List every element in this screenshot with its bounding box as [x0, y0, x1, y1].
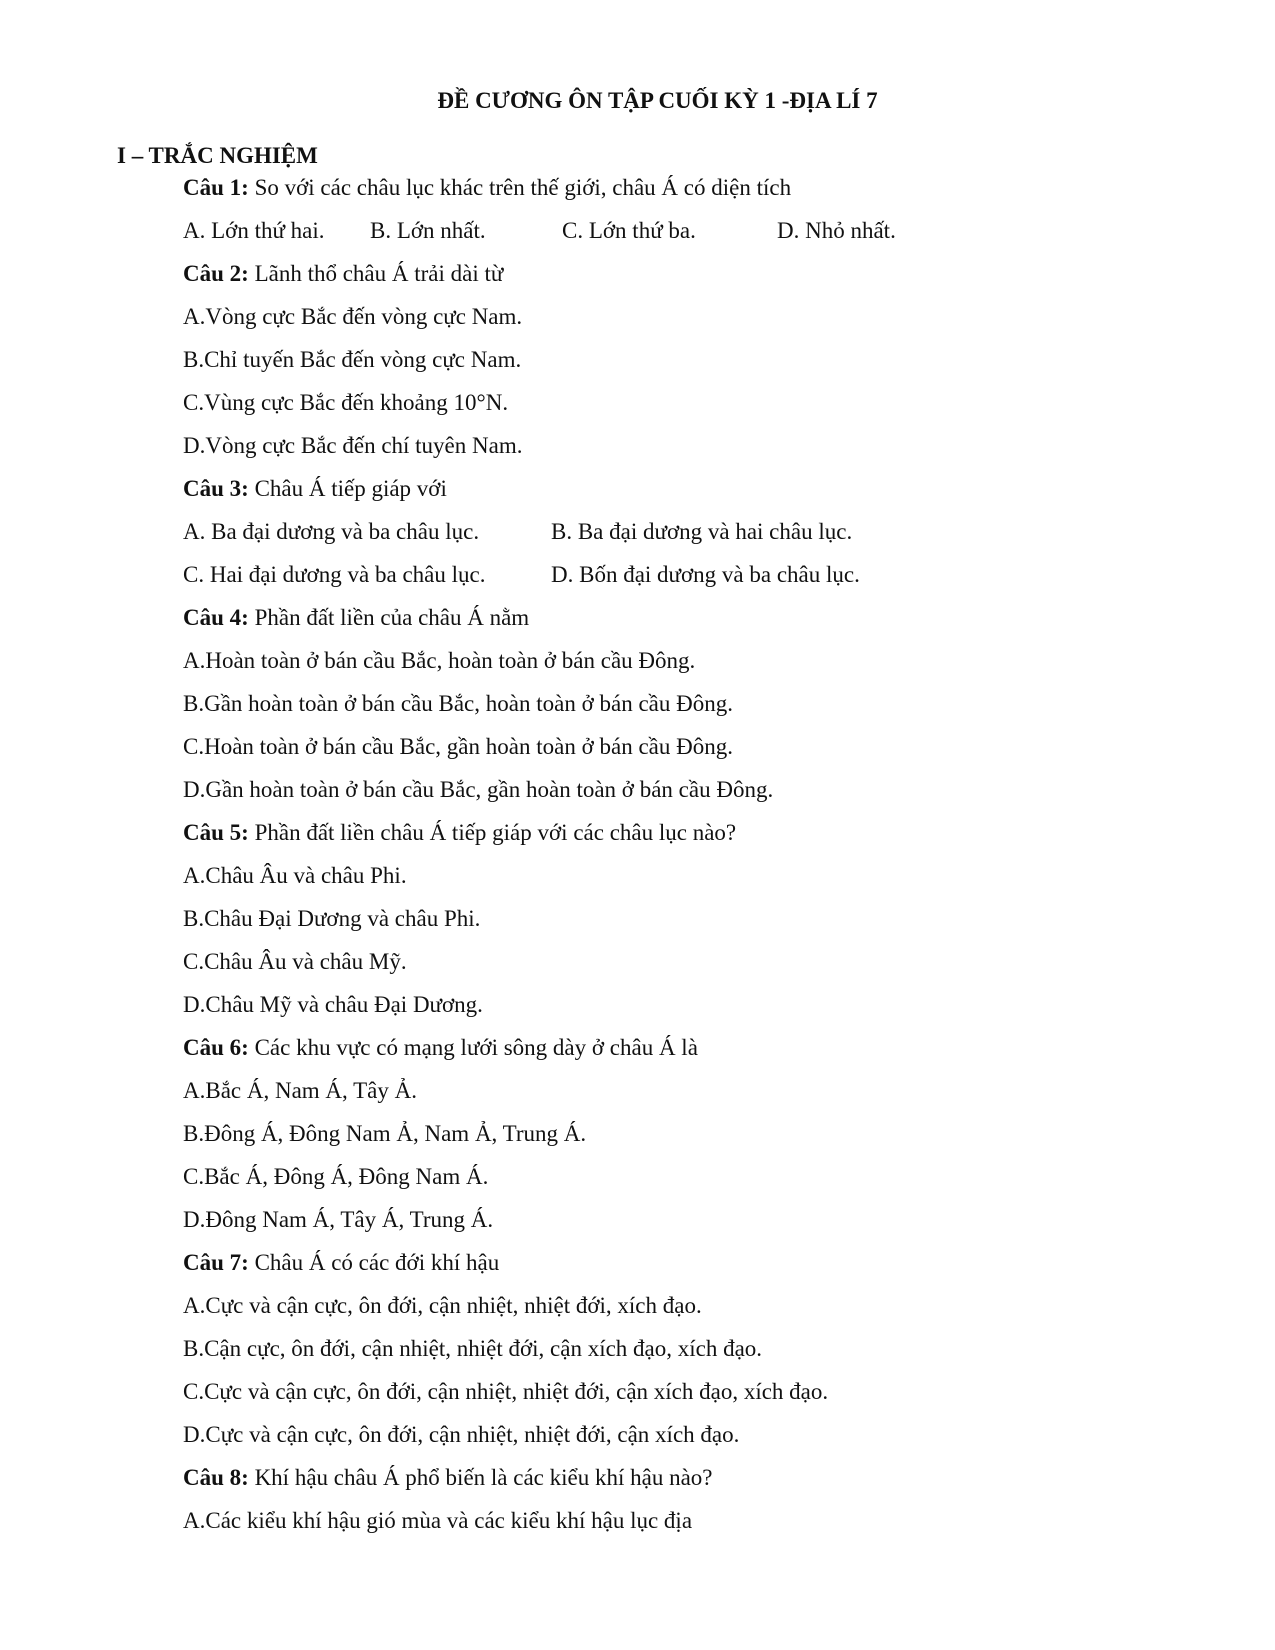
- option-a: A.Châu Âu và châu Phi.: [183, 863, 407, 888]
- page-title: ĐỀ CƯƠNG ÔN TẬP CUỐI KỲ 1 -ĐỊA LÍ 7: [437, 88, 878, 113]
- question-label: Câu 3:: [183, 476, 249, 501]
- question-1: [183, 166, 1183, 209]
- question-text: So với các châu lục khác trên thế giới, châu Á có diện tích: [248, 175, 792, 200]
- options-row: [183, 553, 1183, 596]
- option-b: B.Đông Á, Đông Nam Ả, Nam Ả, Trung Á.: [183, 1121, 587, 1146]
- question-8: [183, 1456, 1183, 1499]
- option-d: D. Bốn đại dương và ba châu lục.: [551, 562, 860, 587]
- question-3: [183, 467, 1183, 510]
- option-c: C.Bắc Á, Đông Á, Đông Nam Á.: [183, 1164, 489, 1189]
- question-text: Phần đất liền của châu Á nằm: [248, 605, 530, 630]
- question-text: Châu Á tiếp giáp với: [248, 476, 447, 501]
- option-c: C.Cực và cận cực, ôn đới, cận nhiệt, nhiệt đới, cận xích đạo, xích đạo.: [183, 1379, 829, 1404]
- question-text: Lãnh thổ châu Á trải dài từ: [248, 261, 504, 286]
- question-5: [183, 811, 1183, 854]
- option-a: A. Ba đại dương và ba châu lục.: [183, 519, 480, 544]
- question-text: Phần đất liền châu Á tiếp giáp với các châu lục nào?: [248, 820, 737, 845]
- question-6: [183, 1026, 1183, 1069]
- option-d: D.Đông Nam Á, Tây Á, Trung Á.: [183, 1207, 494, 1232]
- option-a: A. Lớn thứ hai.: [183, 218, 325, 243]
- option-b: B.Châu Đại Dương và châu Phi.: [183, 906, 481, 931]
- section-heading: I – TRẮC NGHIỆM: [117, 143, 318, 168]
- option-c: C.Hoàn toàn ở bán cầu Bắc, gần hoàn toàn ở bán cầu Đông.: [183, 734, 733, 759]
- option-a: A.Các kiểu khí hậu gió mùa và các kiểu khí hậu lục địa: [183, 1508, 693, 1533]
- question-label: Câu 5:: [183, 820, 249, 845]
- option-b: B.Cận cực, ôn đới, cận nhiệt, nhiệt đới, cận xích đạo, xích đạo.: [183, 1336, 763, 1361]
- question-label: Câu 4:: [183, 605, 249, 630]
- options-row: [183, 510, 1183, 553]
- question-text: Châu Á có các đới khí hậu: [248, 1250, 500, 1275]
- option-a: A.Hoàn toàn ở bán cầu Bắc, hoàn toàn ở bán cầu Đông.: [183, 648, 696, 673]
- option-d: D.Vòng cực Bắc đến chí tuyên Nam.: [183, 433, 523, 458]
- option-d: D.Gần hoàn toàn ở bán cầu Bắc, gần hoàn toàn ở bán cầu Đông.: [183, 777, 774, 802]
- question-text: Khí hậu châu Á phổ biến là các kiểu khí hậu nào?: [248, 1465, 713, 1490]
- question-2: [183, 252, 1183, 295]
- option-d: D.Châu Mỹ và châu Đại Dương.: [183, 992, 483, 1017]
- option-b: B. Lớn nhất.: [370, 218, 486, 243]
- option-b: B.Chỉ tuyến Bắc đến vòng cực Nam.: [183, 347, 522, 372]
- question-text: Các khu vực có mạng lưới sông dày ở châu Á là: [248, 1035, 698, 1060]
- option-a: A.Vòng cực Bắc đến vòng cực Nam.: [183, 304, 523, 329]
- question-7: [183, 1241, 1183, 1284]
- question-label: Câu 2:: [183, 261, 249, 286]
- option-a: A.Bắc Á, Nam Á, Tây Ả.: [183, 1078, 417, 1103]
- question-label: Câu 7:: [183, 1250, 249, 1275]
- option-a: A.Cực và cận cực, ôn đới, cận nhiệt, nhiệt đới, xích đạo.: [183, 1293, 702, 1318]
- question-4: [183, 596, 1183, 639]
- question-label: Câu 8:: [183, 1465, 249, 1490]
- options-row: [183, 209, 1183, 252]
- option-c: C. Lớn thứ ba.: [562, 218, 696, 243]
- option-d: D. Nhỏ nhất.: [777, 218, 896, 243]
- option-d: D.Cực và cận cực, ôn đới, cận nhiệt, nhiệt đới, cận xích đạo.: [183, 1422, 740, 1447]
- question-label: Câu 1:: [183, 175, 249, 200]
- option-c: C.Vùng cực Bắc đến khoảng 10°N.: [183, 390, 509, 415]
- question-label: Câu 6:: [183, 1035, 249, 1060]
- option-c: C. Hai đại dương và ba châu lục.: [183, 562, 486, 587]
- option-b: B. Ba đại dương và hai châu lục.: [551, 519, 853, 544]
- option-c: C.Châu Âu và châu Mỹ.: [183, 949, 407, 974]
- question-list: [183, 166, 1183, 1542]
- option-b: B.Gần hoàn toàn ở bán cầu Bắc, hoàn toàn ở bán cầu Đông.: [183, 691, 733, 716]
